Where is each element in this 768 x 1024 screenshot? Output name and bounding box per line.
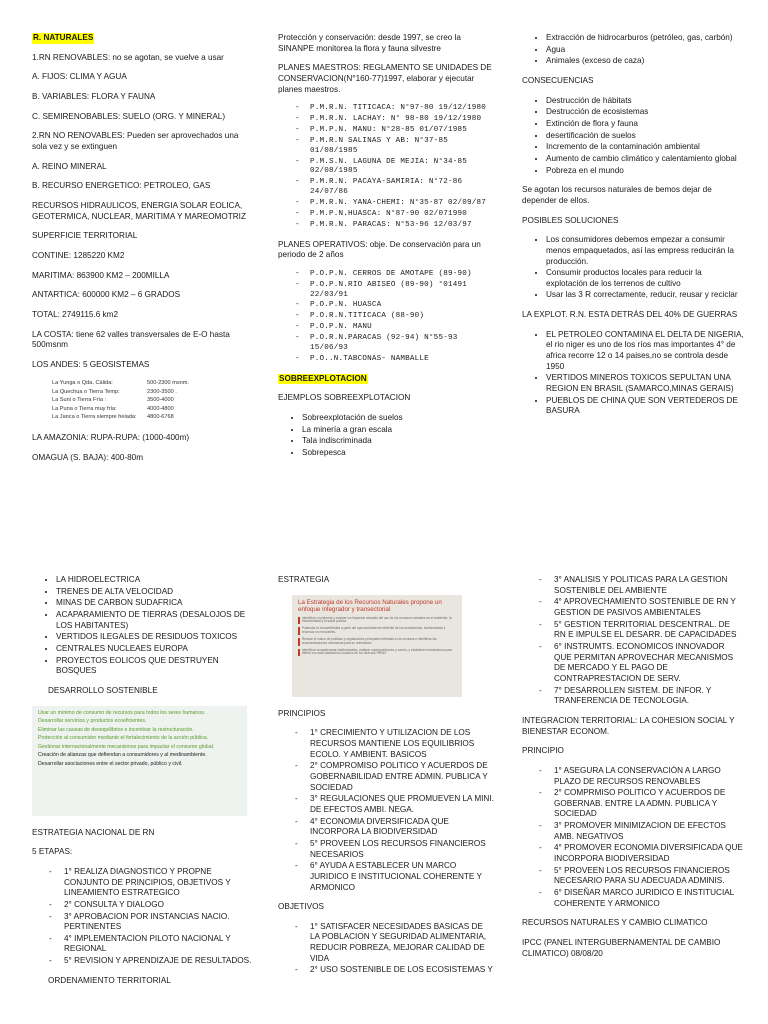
list-item: • Destrucción de ecosistemas [546,107,744,118]
list-item: - P.O.R.N.PARACAS (92-94) N°55-93 15/06/93 [310,334,494,354]
paragraph: ORDENAMIENTO TERRITORIAL [48,975,171,985]
list-item: - P.M.R.N. PARACAS: N°53-96 12/03/97 [310,221,494,231]
soluciones-list [522,235,744,301]
list-item: - 4° ECONOMIA DIVERSIFICADA QUE INCORPORA LA BIODIVERSIDAD [310,817,494,838]
list-item: - 7° DESARROLLEN SISTEM. DE INFOR. Y TRANFERENCIA DE TECNOLOGIA. [554,686,744,707]
list-item: • CENTRALES NUCLEAES EUROPA [56,644,252,655]
image-text: Desarrollar asociaciones entre el sector privado, público y civil. [38,760,183,767]
paragraph: LA AMAZONIA: RUPA-RUPA: (1000-400m) [32,433,190,443]
image-text: Revisar el marco de políticas y regulaciones principales referidas a los recursos e identificar las recomendaciones necesarias para su orientación. [298,638,456,646]
column-top-middle [278,33,494,533]
list-item: - P.O.P.N. HUASCA [310,301,494,311]
list-item: • Extinción de flora y fauna [546,119,744,130]
paragraph: A. REINO MINERAL [32,161,107,171]
list-item: • Consumir productos locales para reducir la explotación de los terrenos de cultivo [546,268,744,289]
list-item: - P.M.R.N. TITICACA: N°97-80 19/12/1980 [310,104,494,114]
paragraph: LA COSTA: tiene 62 valles transversales de E-O hasta 500msnm [32,329,230,350]
list-item: - 2° USO SOSTENIBLE DE LOS ECOSISTEMAS Y [310,965,494,976]
list-item: - 3° REGULACIONES QUE PROMUEVEN LA MINI. DE EFECTOS AMBI. NEGA. [310,794,494,815]
consecuencias-list [522,96,744,177]
list-item: - 3° APROBACION POR INSTANCIAS NACIO. PERTINENTES [64,912,252,933]
section-heading-recursos-naturales: R. NATURALES [33,33,94,42]
list-item: - P.M.R.N. LACHAY: N° 98-80 19/12/1980 [310,115,494,125]
list-item: • ACAPARAMIENTO DE TIERRAS (DESALOJOS DE LOS HABITANTES) [56,610,252,631]
list-item: - P.M.P.N. MANU: N°28-85 01/07/1985 [310,126,494,136]
paragraph: PRINCIPIO [522,746,564,756]
paragraph: ANTARTICA: 600000 KM2 – 6 GRADOS [32,290,181,300]
list-item: • Los consumidores debemos empezar a consumir menos empaquetados, así las empress reducirán la producción. [546,235,744,267]
column-top-right [522,33,744,533]
paragraph: Protección y conservación: desde 1997, se creo la SINANPE monitorea la flora y fauna silvestre [278,33,461,53]
column-bottom-left [32,575,252,1024]
paragraph: ESTRATEGIA [278,575,330,584]
list-item: • TRENES DE ALTA VELOCIDAD [56,587,252,598]
paragraph: B. RECURSO ENERGETICO: PETROLEO, GAS [32,181,211,191]
list-item: • Agua [546,45,744,56]
principios-list [278,728,494,893]
list-item: • La minería a gran escala [302,425,494,436]
paragraph: B. VARIABLES: FLORA Y FAUNA [32,91,156,101]
list-item: • Incremento de la contaminación ambiental [546,142,744,153]
list-item: • Usar las 3 R correctamente, reducir, reusar y reciclar [546,290,744,301]
paragraph: INTEGRACION TERRITORIAL: LA COHESION SOCIAL Y BIENESTAR ECONOM. [522,715,735,736]
list-item: - 6° INSTRUMTS. ECONOMICOS INNOVADOR QUE PERMITAN APROVECHAR MECANISMOS DE MERCADO Y EL PAGO DE CONTRAPRESTACION DE SERV. [554,642,744,685]
paragraph: OMAGUA (S. BAJA): 400-80m [32,453,144,463]
list-item: • Aumento de cambio climático y calentamiento global [546,154,744,165]
objetivos-list [278,922,494,976]
list-item: • MINAS DE CARBON SUDAFRICA [56,598,252,609]
list-item: • EL PETROLEO CONTAMINA EL DELTA DE NIGERIA, el rio niger es uno de los ríos mas importantes 4° de africa recorre 12 o 14 paises,no se controla desde 1950 [546,330,744,373]
image-text: Protección al consumidor mediante el fortalecimiento de la acción pública. [38,735,209,742]
list-item: • Sobreexplotación de suelos [302,413,494,424]
list-item: • LA HIDROELECTRICA [56,575,252,586]
list-item: • VERTIDOS MINEROS TOXICOS SEPULTAN UNA REGION EN BRASIL (SAMARCO,MINAS GERAIS) [546,373,744,394]
list-item: • Sobrepesca [302,448,494,459]
paragraph: RECURSOS HIDRAULICOS, ENERGIA SOLAR EOLICA, GEOTERMICA, NUCLEAR, MARITIMA Y MAREOMOTRIZ [32,200,246,221]
list-item: - 6° DISEÑAR MARCO JURIDICO E INSTITUCIAL COHERENTE Y ARMONICO [554,888,744,909]
list-item: - 1° REALIZA DIAGNOSTICO Y PROPNE CONJUNTO DE PRINCIPIOS, OBJETIVOS Y LINEAMIENTO ESTRATEGICO [64,867,252,899]
desarrollo-sostenible-image [32,706,247,816]
list-item: - 5° GESTION TERRITORIAL DESCENTRAL. DE RN E IMPULSE EL DESARR. DE CAPACIDADES [554,620,744,641]
image-text: Eliminar las causas de desequilibrios e incentivar la restructuración. [38,726,194,733]
list-item: • PUEBLOS DE CHINA QUE SON VERTEDEROS DE BASURA [546,396,744,417]
list-item: • Extracción de hidrocarburos (petróleo, gas, carbón) [546,33,744,44]
list-item: - P.M.R.N SALINAS Y AB: N°37-85 01/08/1985 [310,137,494,157]
image-text: Gestionar internacionalmente mecanismos para impactar el consumo global. [38,743,215,750]
paragraph: TOTAL: 2749115.6 km2 [32,309,119,319]
list-item: - 4° PROMOVER ECONOMIA DIVERSIFICADA QUE INCORPORA BIODIVERSIDAD [554,843,744,864]
paragraph: LA EXPLOT. R.N. ESTA DETRÁS DEL 40% DE GUERRAS [522,310,738,320]
paragraph: PLANES MAESTROS: REGLAMENTO SE UNIDADES DE CONSERVACION(N°160-77)1997, elaborar y ejecutar planes maestros. [278,63,492,94]
list-item: • Pobreza en el mundo [546,166,744,177]
paragraph: CONTINE: 1285220 KM2 [32,250,125,260]
image-text: Usar un mínimo de consumo de recursos para todos los seres humanos. [38,709,206,716]
planes-operativos-list [278,270,494,365]
paragraph: C. SEMIRENOBABLES: SUELO (ORG. Y MINERAL) [32,111,226,121]
list-item: - 1° SATISFACER NECESIDADES BASICAS DE LA POBLACION Y SEGURIDAD ALIMENTARIA, REDUCIR POBREZA, MEJORAR CALIDAD DE VIDA [310,922,494,965]
paragraph: PRINCIPIOS [278,708,326,718]
principio-list [522,766,744,910]
list-item: - 2° CONSULTA Y DIALOGO [64,900,252,911]
etapas-list [32,867,252,967]
paragraph: MARITIMA: 863900 KM2 – 200MILLA [32,270,170,280]
paragraph: Se agotan los recursos naturales de bemos dejar de depender de ellos. [522,185,712,205]
list-item: - 3° ANALISIS Y POLITICAS PARA LA GESTION SOSTENIBLE DEL AMBIENTE [554,575,744,596]
list-item: - P.O.P.N. CERROS DE AMOTAPE (89-90) [310,270,494,280]
paragraph: PLANES OPERATIVOS: obje. De conservación para un periodo de 2 años [278,239,481,260]
list-item: - 2° COMPROMISO POLITICO Y ACUERDOS DE GOBERNABILIDAD ENTRE ADMIN. PUBLICA Y SOCIEDAD [310,761,494,793]
paragraph: DESARROLLO SOSTENIBLE [48,685,158,695]
paragraph: EJEMPLOS SOBREEXPLOTACION [278,393,411,403]
list-item: - P.O..N.TABCONAS- NAMBALLE [310,355,494,365]
column-bottom-right [522,575,744,1024]
guerras-list [522,330,744,417]
list-item: • Animales (exceso de caza) [546,56,744,67]
proyectos-list [32,575,252,677]
estrategia-image [292,595,462,697]
list-item: - 5° REVISION Y APRENDIZAJE DE RESULTADOS. [64,956,252,967]
list-item: - P.O.R.N.TITICACA (88-90) [310,312,494,322]
list-item: • PROYECTOS EOLICOS QUE DESTRUYEN BOSQUES [56,656,252,677]
zone-row: La Suni o Tierra Fría : 3500-4000 [52,397,174,404]
list-item: - 2° COMPRMISO POLITICO Y ACUERDOS DE GOBERNAB. ENTRE LA ADMN. PUBLICA Y SOCIEDAD [554,788,744,820]
list-item: - P.M.R.N. PACAYA-SAMIRIA: N°72-86 24/07/86 [310,178,494,198]
list-item: - 3° PROMOVER MINIMIZACION DE EFECTOS AMB. NEGATIVOS [554,821,744,842]
list-item: - P.M.R.N. YANA-CHEMI: N°35-87 02/09/87 [310,199,494,209]
paragraph: 5 ETAPAS: [32,847,73,857]
list-item: - 6° AYUDA A ESTABLECER UN MARCO JURIDICO E INSTITUCIONAL COHERENTE Y ARMONICO [310,861,494,893]
geosystem-zones-table [52,379,252,421]
column-top-left [32,33,252,533]
list-item: - 4° APROVECHAMIENTO SOSTENIBLE DE RN Y GESTION DE PASIVOS AMBIENTALES [554,597,744,618]
paragraph: IPCC (PANEL INTERGUBERNAMENTAL DE CAMBIO CLIMATICO) 08/08/20 [522,938,721,958]
sobreexplotacion-list [278,413,494,459]
image-text: Identificar, monitorear y evaluar los impactos actuales del uso de los recursos naturales en el ambiente, la biodiversidad y la salud pública. [298,617,456,625]
paragraph: A. FIJOS: CLIMA Y AGUA [32,72,127,82]
paragraph: LOS ANDES: 5 GEOSISTEMAS [32,359,150,369]
paragraph: RECURSOS NATURALES Y CAMBIO CLIMATICO [522,918,708,928]
image-text: Creación de alianzas que defiendan a consumidores y al medioambiente. [38,752,207,759]
extraccion-list [522,33,744,67]
planes-maestros-list [278,104,494,230]
list-item: • VERTIDOS ILEGALES DE RESIDUOS TOXICOS [56,632,252,643]
objetivos-continued-list [522,575,744,707]
image-text: Desarrollar servicios y productos ecoeficientes. [38,718,147,725]
paragraph: OBJETIVOS [278,902,324,912]
list-item: - 1° ASEGURA LA CONSERVACIÓN A LARGO PLAZO DE RECURSOS RENOVABLES [554,766,744,787]
zone-row: La Quechua o Tierra Temp: 2300-3500 . [52,388,177,395]
list-item: - P.M.P.N.HUASCA: N°87-90 02/071990 [310,210,494,220]
paragraph: ESTRATEGIA NACIONAL DE RN [32,827,155,837]
paragraph: 2.RN NO RENOVABLES: Pueden ser aprovechados una sola vez y se extinguen [32,131,239,151]
list-item: • Destrucción de hábitats [546,96,744,107]
image-text: Potenciar la competitividad a partir del aprovechamiento eficiente de los ecosistemas, biodiversidad y recursos no renovables. [298,627,456,635]
paragraph: POSIBLES SOLUCIONES [522,215,619,225]
zone-row: La Janca o Tierra siempre helada: 4800-6768 [52,414,174,421]
list-item: • Tala indiscriminada [302,436,494,447]
column-bottom-middle [278,575,494,1024]
list-item: - P.O.P.N.RIO ABISEO (89-90) °01491 22/03/91 [310,281,494,301]
list-item: - 5° PROVEEN LOS RECURSOS FINANCIEROS NECESARIO PARA SU ADECUADA ADMINIS. [554,866,744,887]
list-item: - P.O.P.N. MANU [310,323,494,333]
list-item: - 4° IMPLEMENTACION PILOTO NACIONAL Y REGIONAL [64,934,252,955]
image-text: Identificar competencias institucionales, analizar superposiciones y vacíos, y establecer mecanismos para definir con más claridad los usuarios de los diversos RRNN. [298,649,456,657]
section-heading-sobreexplotacion: SOBREEXPLOTACION [279,373,367,383]
image-title: La Estrategia de los Recursos Naturales propone un enfoque integrador y transectorial [298,598,442,614]
list-item: - 5° PROVEEN LOS RECURSOS FINANCIEROS NECESARIOS [310,839,494,860]
zone-row: La Puna o Tierra muy fría: 4000-4800 [52,405,174,412]
list-item: - P.M.S.N. LAGUNA DE MEJIA: N°34-85 02/08/1985 [310,158,494,178]
list-item: • desertificación de suelos [546,131,744,142]
zone-row: La Yunga o Qda. Cálida: 500-2300 msnm. [52,380,189,387]
paragraph: 1.RN RENOVABLES: no se agotan, se vuelve a usar [32,52,224,62]
paragraph: CONSECUENCIAS [522,75,594,85]
paragraph: SUPERFICIE TERRITORIAL [32,231,138,241]
list-item: - 1° CRECIMIENTO Y UTILIZACION DE LOS RECURSOS MANTIENE LOS EQUILIBRIOS ECOLO. Y AMBIENT. BASICOS [310,728,494,760]
